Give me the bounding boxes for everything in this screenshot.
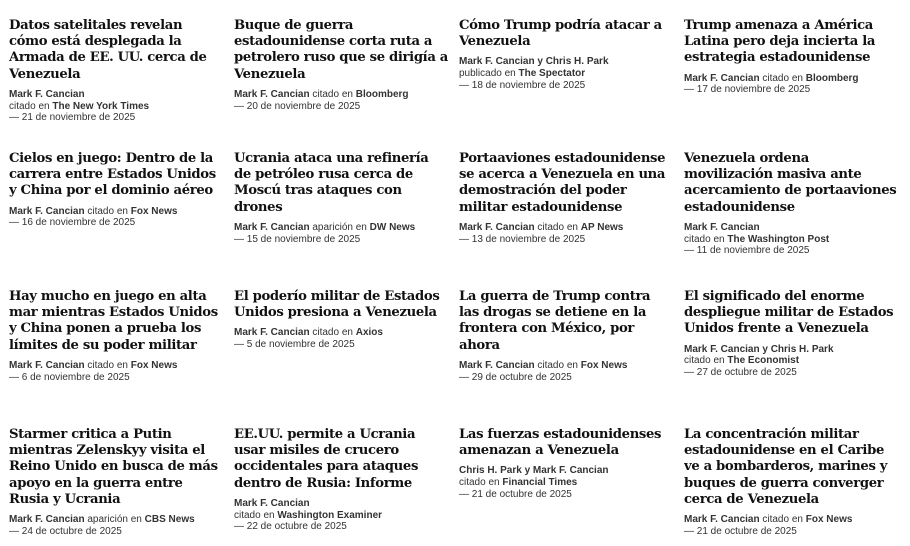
article-outlet: Fox News <box>130 205 178 217</box>
article-outlet: Fox News <box>580 359 628 371</box>
article-mention: citado en <box>87 205 128 217</box>
article-card <box>684 409 909 546</box>
article-date: — 21 de octubre de 2025 <box>684 525 797 537</box>
article-card <box>9 0 234 133</box>
article-outlet: The Spectator <box>518 68 586 80</box>
article-meta <box>9 360 224 384</box>
article-title-link[interactable]: El significado del enorme despliegue militar de Estados Unidos frente a Venezuela <box>684 289 894 337</box>
article-date: — 27 de octubre de 2025 <box>684 367 797 379</box>
article-date: — 21 de noviembre de 2025 <box>9 112 136 124</box>
article-authors[interactable]: Mark F. Cancian <box>234 221 310 233</box>
article-outlet: Financial Times <box>502 477 578 489</box>
article-card <box>234 271 459 409</box>
article-mention: citado en <box>762 72 803 84</box>
article-card <box>459 271 684 409</box>
article-mention: citado en <box>9 100 50 112</box>
article-mention: citado en <box>537 359 578 371</box>
article-date: — 6 de noviembre de 2025 <box>9 371 130 383</box>
article-meta <box>684 514 899 538</box>
article-date: — 20 de noviembre de 2025 <box>234 100 361 112</box>
article-meta <box>9 206 224 230</box>
article-title-link[interactable]: Venezuela ordena movilización masiva ante acercamiento de portaaviones estadounidense <box>684 151 897 215</box>
article-meta <box>459 360 674 384</box>
article-meta <box>234 222 449 246</box>
article-authors[interactable]: Mark F. Cancian <box>9 88 85 100</box>
article-mention: publicado en <box>459 68 516 80</box>
article-title-link[interactable]: Buque de guerra estadounidense corta ruta a petrolero ruso que se dirigía a Venezuela <box>234 18 448 82</box>
article-title-link[interactable]: Cielos en juego: Dentro de la carrera entre Estados Unidos y China por el dominio aéreo <box>9 151 216 199</box>
article-card <box>684 133 909 271</box>
article-meta <box>684 344 899 379</box>
article-title-link[interactable]: EE.UU. permite a Ucrania usar misiles de crucero occidentales para ataques dentro de Rusia: Informe <box>234 427 419 491</box>
article-card <box>9 409 234 546</box>
article-meta <box>459 465 674 500</box>
article-mention: citado en <box>312 327 353 339</box>
article-outlet: Bloomberg <box>805 72 859 84</box>
article-outlet: The New York Times <box>52 100 150 112</box>
article-authors[interactable]: Mark F. Cancian y Chris H. Park <box>684 343 834 355</box>
article-mention: citado en <box>684 233 725 245</box>
article-outlet: AP News <box>580 221 624 233</box>
article-outlet: Fox News <box>805 514 853 526</box>
article-meta <box>459 56 674 91</box>
article-authors[interactable]: Mark F. Cancian y Chris H. Park <box>459 56 609 68</box>
article-card <box>684 271 909 409</box>
article-authors[interactable]: Chris H. Park y Mark F. Cancian <box>459 465 609 477</box>
article-meta <box>684 73 899 97</box>
article-meta <box>9 514 224 538</box>
article-authors[interactable]: Mark F. Cancian <box>684 72 760 84</box>
article-outlet: The Washington Post <box>727 233 830 245</box>
article-date: — 15 de noviembre de 2025 <box>234 233 361 245</box>
article-date: — 16 de noviembre de 2025 <box>9 217 136 229</box>
article-meta <box>234 498 449 533</box>
article-authors[interactable]: Mark F. Cancian <box>459 359 535 371</box>
article-outlet: Washington Examiner <box>277 509 383 521</box>
article-authors[interactable]: Mark F. Cancian <box>234 88 310 100</box>
article-mention: citado en <box>537 221 578 233</box>
article-authors[interactable]: Mark F. Cancian <box>684 514 760 526</box>
article-mention: citado en <box>234 509 275 521</box>
article-mention: citado en <box>762 514 803 526</box>
article-meta <box>684 222 899 257</box>
article-title-link[interactable]: La concentración militar estadounidense en el Caribe ve a bombarderos, marines y buques de guerra converger cerca de Venezuela <box>684 427 888 507</box>
article-title-link[interactable]: Ucrania ataca una refinería de petróleo rusa cerca de Moscú tras ataques con drones <box>234 151 429 215</box>
article-date: — 11 de noviembre de 2025 <box>684 245 810 257</box>
article-date: — 24 de octubre de 2025 <box>9 525 122 537</box>
article-mention: citado en <box>684 355 725 367</box>
article-date: — 18 de noviembre de 2025 <box>459 80 586 91</box>
article-authors[interactable]: Mark F. Cancian <box>9 359 85 371</box>
article-title-link[interactable]: Hay mucho en juego en alta mar mientras Estados Unidos y China ponen a prueba los límites de su poder militar <box>9 289 218 353</box>
article-title-link[interactable]: Las fuerzas estadounidenses amenazan a Venezuela <box>459 427 662 459</box>
article-outlet: Bloomberg <box>355 88 409 100</box>
article-mention: aparición en <box>312 221 367 233</box>
article-outlet: Fox News <box>130 359 178 371</box>
article-card <box>459 133 684 271</box>
article-outlet: Axios <box>355 327 383 339</box>
article-date: — 29 de octubre de 2025 <box>459 371 572 383</box>
article-mention: aparición en <box>87 514 142 526</box>
article-title-link[interactable]: Datos satelitales revelan cómo está desplegada la Armada de EE. UU. cerca de Venezuela <box>9 18 207 82</box>
article-authors[interactable]: Mark F. Cancian <box>684 221 760 233</box>
article-card <box>9 133 234 271</box>
article-card <box>684 0 909 133</box>
article-date: — 13 de noviembre de 2025 <box>459 233 586 245</box>
article-title-link[interactable]: El poderío militar de Estados Unidos presiona a Venezuela <box>234 289 440 321</box>
article-date: — 5 de noviembre de 2025 <box>234 339 355 351</box>
article-title-link[interactable]: La guerra de Trump contra las drogas se detiene en la frontera con México, por ahora <box>459 289 651 353</box>
article-meta <box>234 89 449 113</box>
article-title-link[interactable]: Cómo Trump podría atacar a Venezuela <box>459 18 662 50</box>
article-title-link[interactable]: Trump amenaza a América Latina pero deja incierta la estrategia estadounidense <box>684 18 876 66</box>
article-mention: citado en <box>312 88 353 100</box>
article-meta <box>234 327 449 351</box>
article-title-link[interactable]: Starmer critica a Putin mientras Zelenskyy visita el Reino Unido en busca de más apoyo en la guerra entre Rusia y Ucrania <box>9 427 218 507</box>
article-card <box>234 409 459 546</box>
article-card <box>459 0 684 133</box>
article-outlet: DW News <box>369 221 416 233</box>
article-authors[interactable]: Mark F. Cancian <box>234 497 310 509</box>
article-meta <box>9 89 224 124</box>
article-outlet: The Economist <box>727 355 800 367</box>
article-authors[interactable]: Mark F. Cancian <box>9 514 85 526</box>
article-date: — 21 de octubre de 2025 <box>459 489 572 500</box>
article-card <box>234 133 459 271</box>
article-card <box>9 271 234 409</box>
article-card <box>234 0 459 133</box>
article-outlet: CBS News <box>144 514 195 526</box>
article-meta <box>459 222 674 246</box>
article-mention: citado en <box>459 477 500 489</box>
article-authors[interactable]: Mark F. Cancian <box>9 205 85 217</box>
article-date: — 17 de noviembre de 2025 <box>684 84 811 96</box>
article-card <box>459 409 684 546</box>
article-title-link[interactable]: Portaaviones estadounidense se acerca a Venezuela en una demostración del poder militar estadounidense <box>459 151 666 215</box>
article-authors[interactable]: Mark F. Cancian <box>459 221 535 233</box>
article-authors[interactable]: Mark F. Cancian <box>234 327 310 339</box>
article-date: — 22 de octubre de 2025 <box>234 521 347 533</box>
article-mention: citado en <box>87 359 128 371</box>
